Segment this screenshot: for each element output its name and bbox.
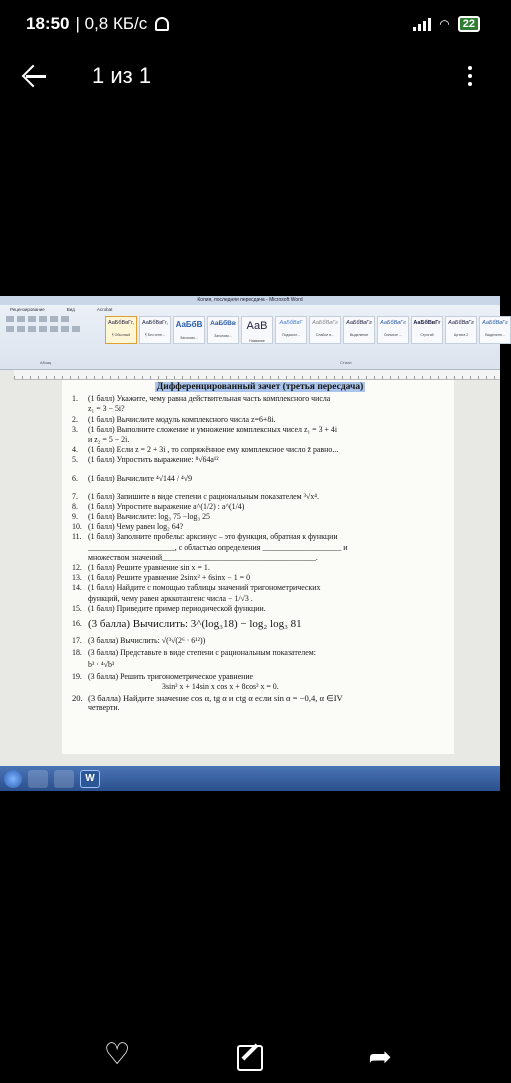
word-icon: W xyxy=(80,770,100,788)
question: 8. (1 балл) Упростите выражение a^(1/2) : a^(1/4) xyxy=(72,501,245,511)
style-tile: АаБбВвГг Строгий xyxy=(411,316,443,344)
windows-taskbar xyxy=(0,766,500,791)
question: 12. (1 балл) Решите уравнение sin x = 1. xyxy=(72,563,210,573)
style-tile: АаБбВвГг Слабое в... xyxy=(309,316,341,344)
ribbon-tab: Рецензирование xyxy=(10,307,45,312)
question-cont: и z₂ = 5 − 2i. xyxy=(88,435,130,445)
question-cont: ______________________, с областью определения ____________________ и xyxy=(88,542,348,552)
ribbon-tabs xyxy=(0,305,500,314)
group-label-styles: Стили xyxy=(340,360,352,365)
question: 5. (1 балл) Упростить выражение: ⁸√64a¹² xyxy=(72,455,219,465)
question-cont: множеством значений_______________________________________. xyxy=(88,552,318,562)
question: 17. (3 балла) Вычислить: √(³√(2⁶ · 6¹²)) xyxy=(72,636,206,646)
question: 13. (1 балл) Решите уравнение 2sinx² + 6sinx − 1 = 0 xyxy=(72,573,251,583)
wifi-icon: ◠ xyxy=(439,17,450,31)
favorite-icon[interactable] xyxy=(102,1042,132,1072)
question: 9. (1 балл) Вычислите: log₃ 75 −log₃ 25 xyxy=(72,512,210,522)
question: 16. (3 балла) Вычислить: 3^(log₃18) − log₂ log₃ 81 xyxy=(72,618,302,631)
notification-icon xyxy=(155,17,169,31)
style-tile: АаБбВвГг, ¶ Обычный xyxy=(105,316,137,344)
question: 4. (1 балл) Если z = 2 + 3i , то сопряжённое ему комплексное число z̄ равно... xyxy=(72,445,339,455)
more-options-icon[interactable] xyxy=(458,66,482,86)
question: 11. (1 балл) Заполните пробелы: арксинус – это функция, обратная к функции xyxy=(72,532,338,542)
document-photo xyxy=(0,296,508,791)
status-bar xyxy=(0,0,500,48)
word-ribbon xyxy=(0,296,508,370)
edit-icon[interactable] xyxy=(235,1042,265,1072)
battery-icon: 22 xyxy=(458,16,480,32)
style-tile: АаБбВв Заголово... xyxy=(207,316,239,344)
page-indicator: 1 из 1 xyxy=(92,63,152,88)
styles-gallery xyxy=(105,316,511,344)
question-cont: b³ · ⁴√b³ xyxy=(88,660,115,670)
status-speed: | 0,8 КБ/с xyxy=(75,14,148,33)
question: 3. (1 балл) Выполните сложение и умножение комплексных чисел z₁ = 3 + 4i xyxy=(72,424,338,434)
ribbon-tab: Acrobat xyxy=(96,307,113,312)
ribbon-tab: Вид xyxy=(66,307,75,312)
style-tile: АаБбВвГг Выделенн... xyxy=(479,316,511,344)
media-player-icon xyxy=(54,770,74,788)
question: 10. (1 балл) Чему равен log₂ 64? xyxy=(72,522,184,532)
question: 15. (1 балл) Приведите пример периодической функции. xyxy=(72,603,266,613)
bottom-action-bar xyxy=(0,1030,500,1083)
word-title: Копия, последняя пересдача - Microsoft Word xyxy=(0,296,500,305)
question-cont: z₁ = 3 − 5i? xyxy=(88,404,125,414)
question: 7. (1 балл) Запишите в виде степени с рациональным показателем ³√x⁴. xyxy=(72,491,320,501)
question: 19. (3 балла) Решить тригонометрическое уравнение xyxy=(72,672,254,682)
question: 6. (1 балл) Вычислите ⁴√144 / ⁴√9 xyxy=(72,473,193,483)
style-tile: АаБбВвГг Цитата 2 xyxy=(445,316,477,344)
share-icon[interactable] xyxy=(368,1042,398,1072)
question-cont: четверти. xyxy=(88,702,120,712)
style-tile: АаБбВвГг Выделение xyxy=(343,316,375,344)
ruler xyxy=(14,370,500,380)
document-page xyxy=(62,380,454,754)
style-tile: АаВ Название xyxy=(241,316,273,344)
style-tile: АаБбВ Заголово... xyxy=(173,316,205,344)
group-label-paragraph: Абзац xyxy=(40,360,52,365)
style-tile: АаБбВвГг, ¶ Без инте... xyxy=(139,316,171,344)
question: 18. (3 балла) Представьте в виде степени с рациональным показателем: xyxy=(72,648,316,658)
explorer-icon xyxy=(28,770,48,788)
start-button-icon xyxy=(4,770,22,788)
style-tile: АаБбВвГг Сильное ... xyxy=(377,316,409,344)
back-arrow-icon[interactable] xyxy=(18,59,52,93)
question-cont: функций, чему равен арккотангенс числа − 1/√3 . xyxy=(88,593,253,603)
signal-icon xyxy=(413,17,431,31)
style-tile: АаБбВвГ Подзагол... xyxy=(275,316,307,344)
question-cont: 3sin² x + 14sin x cos x + 8cos² x = 0. xyxy=(162,682,279,692)
viewer-app-bar xyxy=(0,48,500,104)
question: 20. (3 балла) Найдите значение cos α, tg α и ctg α если sin α = −0,4, α ∈IV xyxy=(72,692,343,703)
status-time: 18:50 xyxy=(26,14,70,33)
question: 1. (1 балл) Укажите, чему равна действительная часть комплексного числа xyxy=(72,394,331,404)
question: 2. (1 балл) Вычислите модуль комплексного числа z=6+8i. xyxy=(72,414,276,424)
question: 14. (1 балл) Найдите с помощью таблицы значений тригонометрических xyxy=(72,583,321,593)
document-title: Дифференцированный зачет (третья пересдача) xyxy=(156,382,364,392)
